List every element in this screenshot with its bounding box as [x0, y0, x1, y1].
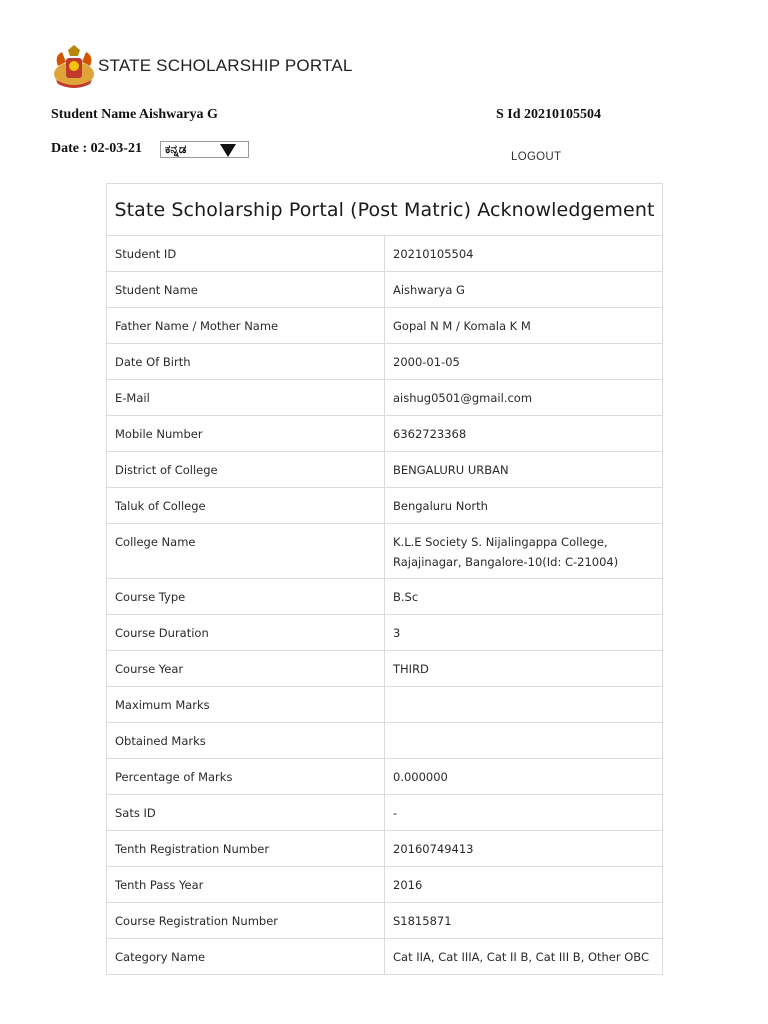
row-label: Course Duration	[107, 615, 385, 651]
table-row	[107, 795, 663, 831]
row-value: 3	[385, 615, 663, 651]
table-row	[107, 903, 663, 939]
table-row	[107, 579, 663, 615]
language-select[interactable]	[160, 141, 249, 158]
portal-header	[50, 44, 470, 90]
portal-title: STATE SCHOLARSHIP PORTAL	[98, 56, 353, 75]
row-value: Cat IIA, Cat IIIA, Cat II B, Cat III B, Other OBC	[385, 939, 663, 975]
row-label: Father Name / Mother Name	[107, 308, 385, 344]
row-value: 2000-01-05	[385, 344, 663, 380]
table-row	[107, 308, 663, 344]
row-value: 0.000000	[385, 759, 663, 795]
acknowledgement-table	[106, 183, 663, 975]
table-row	[107, 831, 663, 867]
student-name-line: Student Name Aishwarya G	[51, 107, 218, 122]
row-value: BENGALURU URBAN	[385, 452, 663, 488]
row-value: B.Sc	[385, 579, 663, 615]
language-selected-value: ಕನ್ನಡ	[165, 142, 187, 156]
table-row	[107, 939, 663, 975]
row-value: 6362723368	[385, 416, 663, 452]
karnataka-emblem-icon	[50, 44, 98, 90]
row-value: S1815871	[385, 903, 663, 939]
table-row	[107, 723, 663, 759]
row-value: K.L.E Society S. Nijalingappa College, Rajajinagar, Bangalore-10(Id: C-21004)	[385, 524, 663, 579]
table-row	[107, 867, 663, 903]
acknowledgement-title-row	[107, 184, 663, 236]
row-label: Taluk of College	[107, 488, 385, 524]
table-row	[107, 344, 663, 380]
row-value: 20160749413	[385, 831, 663, 867]
row-value: 2016	[385, 867, 663, 903]
row-label: Tenth Pass Year	[107, 867, 385, 903]
row-label: Sats ID	[107, 795, 385, 831]
row-value	[385, 723, 663, 759]
row-label: Obtained Marks	[107, 723, 385, 759]
table-row	[107, 416, 663, 452]
table-row	[107, 524, 663, 579]
row-label: Course Registration Number	[107, 903, 385, 939]
logout-link[interactable]: LOGOUT	[511, 151, 562, 163]
row-label: Date Of Birth	[107, 344, 385, 380]
table-row	[107, 687, 663, 723]
table-row	[107, 452, 663, 488]
row-value: -	[385, 795, 663, 831]
table-row	[107, 615, 663, 651]
table-row	[107, 236, 663, 272]
row-label: Maximum Marks	[107, 687, 385, 723]
acknowledgement-title: State Scholarship Portal (Post Matric) Acknowledgement	[107, 184, 663, 236]
student-id-line: S Id 20210105504	[496, 107, 602, 122]
dropdown-arrow-icon	[220, 144, 236, 157]
date-line: Date : 02-03-21	[51, 141, 142, 156]
row-label: District of College	[107, 452, 385, 488]
row-value: aishug0501@gmail.com	[385, 380, 663, 416]
row-label: Student Name	[107, 272, 385, 308]
table-row	[107, 272, 663, 308]
row-value	[385, 687, 663, 723]
row-label: Course Year	[107, 651, 385, 687]
table-row	[107, 759, 663, 795]
table-row	[107, 380, 663, 416]
table-row	[107, 651, 663, 687]
row-label: E-Mail	[107, 380, 385, 416]
row-value: 20210105504	[385, 236, 663, 272]
row-label: College Name	[107, 524, 385, 579]
row-label: Student ID	[107, 236, 385, 272]
row-label: Course Type	[107, 579, 385, 615]
row-label: Percentage of Marks	[107, 759, 385, 795]
row-value: Gopal N M / Komala K M	[385, 308, 663, 344]
row-value: Aishwarya G	[385, 272, 663, 308]
row-label: Category Name	[107, 939, 385, 975]
row-label: Tenth Registration Number	[107, 831, 385, 867]
row-value: THIRD	[385, 651, 663, 687]
table-row	[107, 488, 663, 524]
row-value: Bengaluru North	[385, 488, 663, 524]
row-label: Mobile Number	[107, 416, 385, 452]
